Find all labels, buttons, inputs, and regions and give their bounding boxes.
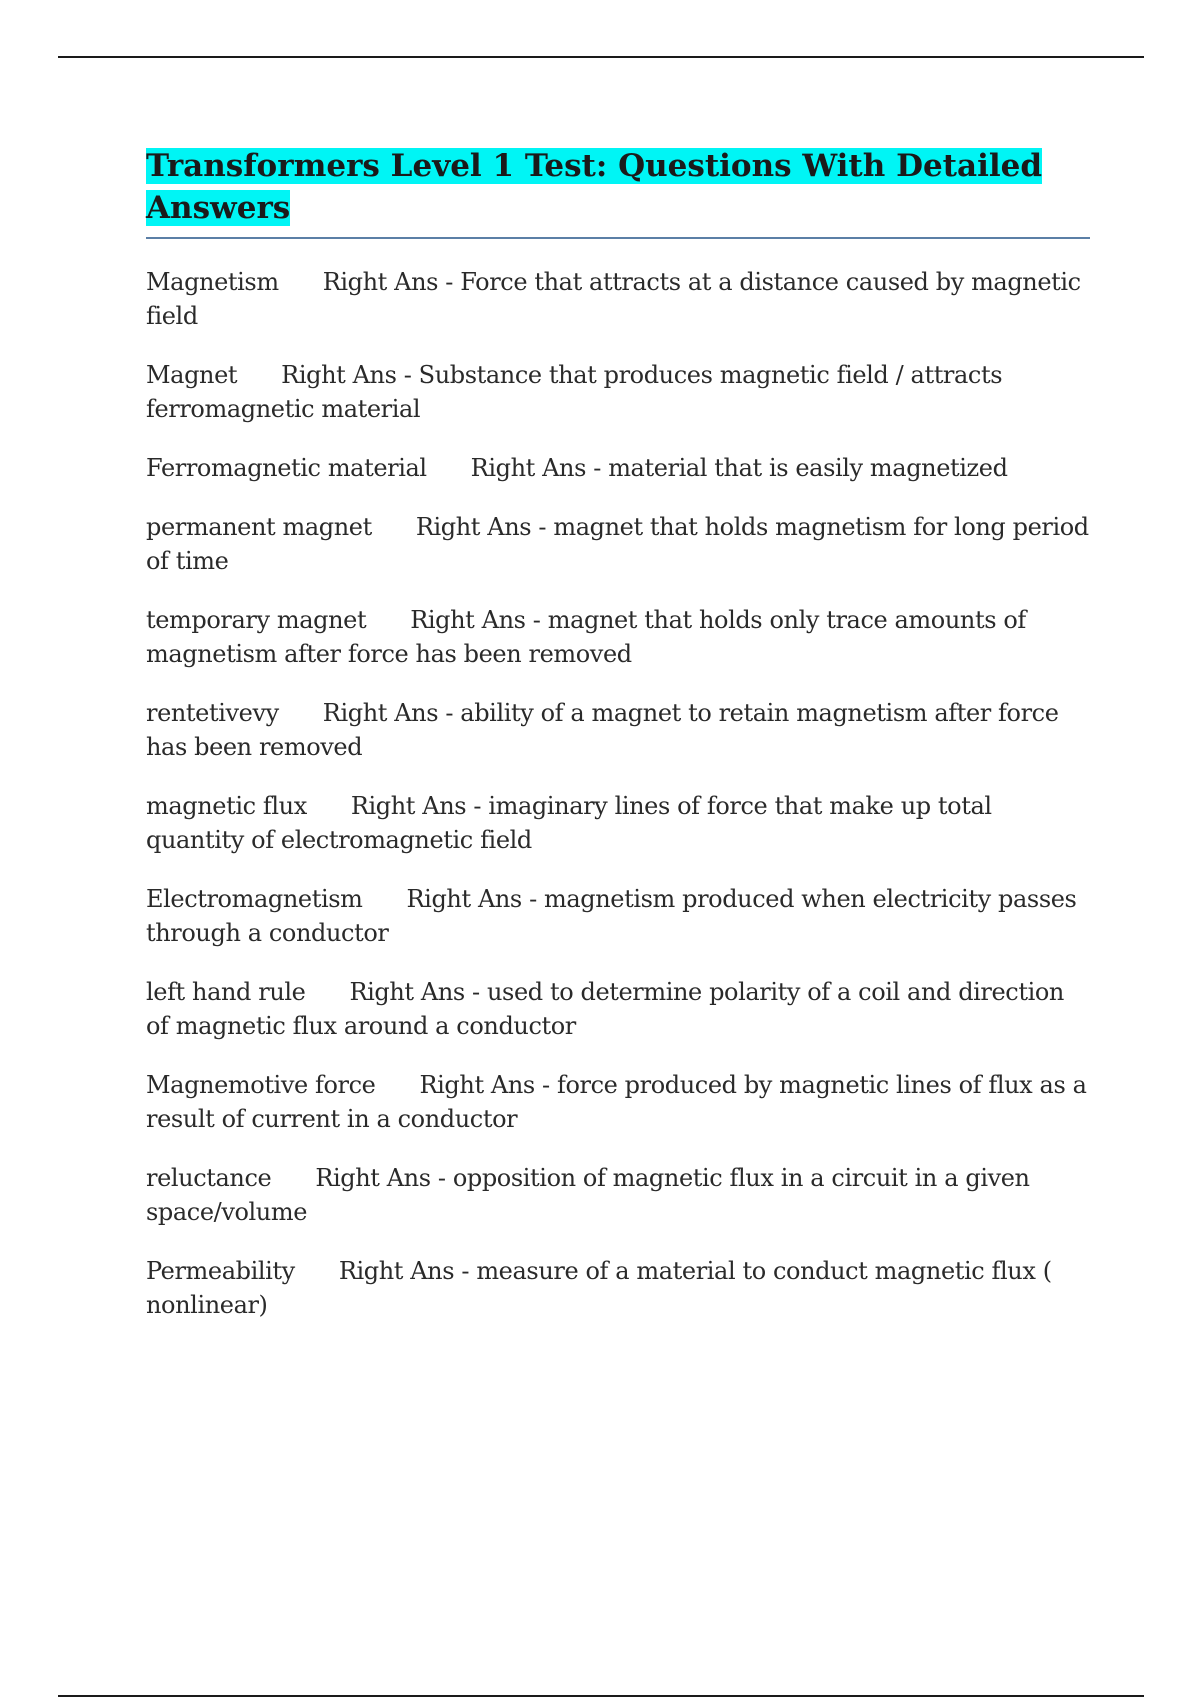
qa-term: Magnet: [146, 361, 238, 389]
qa-item: [146, 358, 1090, 426]
qa-answer-prefix: Right Ans -: [419, 1071, 557, 1099]
qa-answer-prefix: Right Ans -: [350, 792, 489, 820]
qa-item: [146, 1161, 1090, 1229]
qa-term: rentetivevy: [146, 699, 279, 727]
qa-answer-prefix: Right Ans -: [470, 454, 609, 482]
qa-answer-prefix: Right Ans -: [349, 978, 487, 1006]
page-bottom-rule: [58, 1695, 1144, 1697]
qa-answer-prefix: Right Ans -: [322, 699, 461, 727]
qa-item: [146, 696, 1090, 764]
qa-item: [146, 882, 1090, 950]
qa-item: [146, 1254, 1090, 1322]
qa-term: Magnetism: [146, 268, 279, 296]
qa-answer-prefix: Right Ans -: [281, 361, 419, 389]
qa-answer: used to determine polarity of a coil and direction of magnetic flux around a conductor: [146, 978, 1064, 1040]
qa-term: reluctance: [146, 1164, 272, 1192]
qa-answer-prefix: Right Ans -: [415, 513, 554, 541]
qa-item: [146, 265, 1090, 333]
qa-term: temporary magnet: [146, 606, 367, 634]
qa-answer: magnet that holds only trace amounts of magnetism after force has been removed: [146, 606, 1026, 668]
qa-answer: magnetism produced when electricity passes through a conductor: [146, 885, 1077, 947]
document-title-text: Transformers Level 1 Test: Questions With Detailed Answers: [146, 148, 1043, 226]
qa-answer-prefix: Right Ans -: [406, 885, 545, 913]
qa-item: [146, 975, 1090, 1043]
qa-item: [146, 510, 1090, 578]
page-top-rule: [58, 56, 1144, 58]
qa-answer-prefix: Right Ans -: [322, 268, 461, 296]
document-title: [146, 145, 1090, 239]
qa-list: [146, 265, 1090, 1322]
qa-answer-prefix: Right Ans -: [410, 606, 548, 634]
qa-term: permanent magnet: [146, 513, 372, 541]
qa-term: left hand rule: [146, 978, 306, 1006]
qa-answer: force produced by magnetic lines of flux as a result of current in a conductor: [146, 1071, 1087, 1133]
qa-answer: imaginary lines of force that make up total quantity of electromagnetic field: [146, 792, 992, 854]
qa-answer: Substance that produces magnetic field / attracts ferromagnetic material: [146, 361, 1003, 423]
qa-term: Magnemotive force: [146, 1071, 376, 1099]
qa-term: Permeability: [146, 1257, 295, 1285]
qa-answer-prefix: Right Ans -: [338, 1257, 477, 1285]
qa-term: magnetic flux: [146, 792, 307, 820]
qa-answer: magnet that holds magnetism for long period of time: [146, 513, 1089, 575]
qa-answer: material that is easily magnetized: [608, 454, 1008, 482]
qa-item: [146, 451, 1090, 485]
qa-answer: opposition of magnetic flux in a circuit in a given space/volume: [146, 1164, 1030, 1226]
qa-answer-prefix: Right Ans -: [315, 1164, 453, 1192]
qa-item: [146, 789, 1090, 857]
qa-item: [146, 1068, 1090, 1136]
qa-answer: ability of a magnet to retain magnetism after force has been removed: [146, 699, 1059, 761]
qa-answer: Force that attracts at a distance caused by magnetic field: [146, 268, 1081, 330]
qa-term: Ferromagnetic material: [146, 454, 427, 482]
qa-answer: measure of a material to conduct magnetic flux ( nonlinear): [146, 1257, 1052, 1319]
qa-term: Electromagnetism: [146, 885, 363, 913]
qa-item: [146, 603, 1090, 671]
document-body: [146, 145, 1090, 1347]
